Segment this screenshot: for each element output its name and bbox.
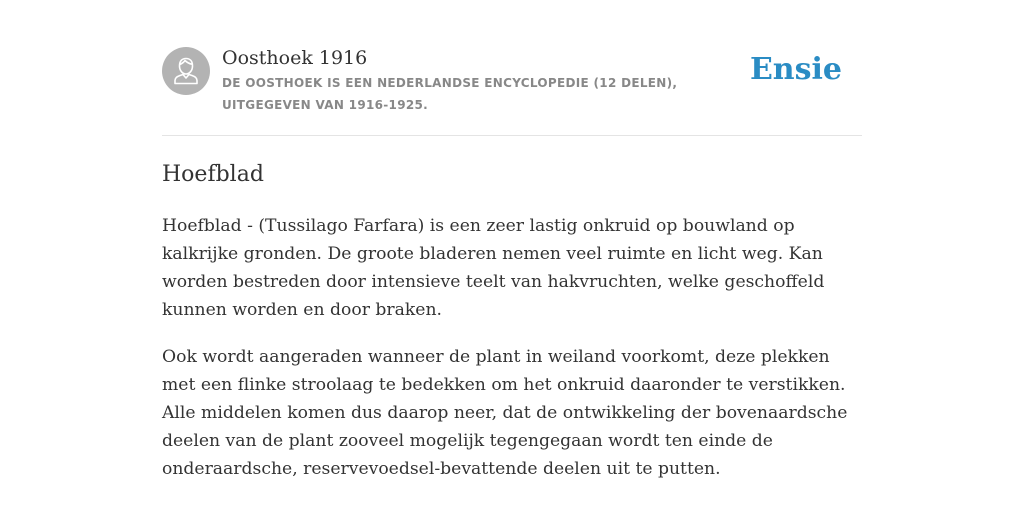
article-title: Hoefblad [162,162,264,187]
user-icon [162,47,210,95]
article-paragraph: Ook wordt aangeraden wanneer de plant in weiland voorkomt, deze plekken met een flinke stroolaag te bedekken om het onkruid daaronder te verstikken. Alle middelen komen dus daarop neer, dat de ontwikkeling der bovenaardsche deelen van de plant zooveel mogelijk tegengegaan wordt ten einde de onderaardsche, reservevoedsel-bevattende deelen uit te putten. [162,347,848,479]
article [162,158,862,483]
article-paragraph: Hoefblad - (Tussilago Farfara) is een zeer lastig onkruid op bouwland op kalkrijke gronden. De groote bladeren nemen veel ruimte en licht weg. Kan worden bestreden door intensieve teelt van hakvruchten, welke geschoffeld kunnen worden en door braken. [162,216,825,320]
source-description: DE OOSTHOEK IS EEN NEDERLANDSE ENCYCLOPEDIE (12 DELEN), UITGEGEVEN VAN 1916-1925. [222,76,678,112]
brand-logo[interactable]: Ensie [749,52,842,87]
avatar[interactable] [162,47,210,95]
source-title[interactable]: Oosthoek 1916 [222,47,368,69]
divider [162,135,862,136]
source-header [162,45,862,119]
